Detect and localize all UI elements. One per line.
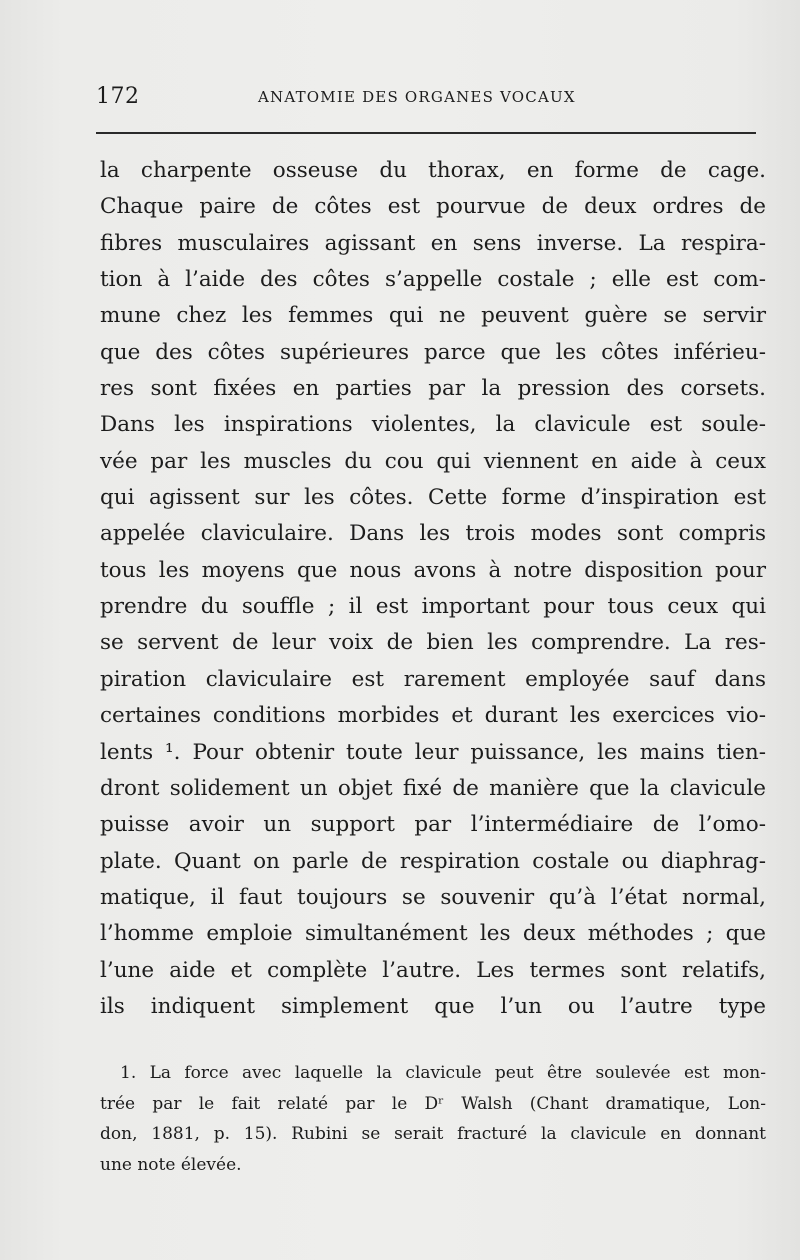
body-text [100,153,766,1025]
text-line: mune chez les femmes qui ne peuvent guère se servir [100,303,766,329]
text-line: tous les moyens que nous avons à notre disposition pour [100,557,766,583]
text-line: que des côtes supérieures parce que les côtes inférieu- [100,339,766,365]
text-line: lents ¹. Pour obtenir toute leur puissance, les mains tien- [100,739,766,765]
text-line: dront solidement un objet fixé de manière que la clavicule [100,775,766,801]
text-line: la charpente osseuse du thorax, en forme de cage. [100,158,766,183]
text-line: l’une aide et complète l’autre. Les termes sont relatifs, [100,957,766,983]
text-line: ils indiquent simplement que l’un ou l’autre type [100,993,766,1019]
text-line: fibres musculaires agissant en sens inverse. La respira- [100,230,766,256]
text-line: appelée claviculaire. Dans les trois modes sont compris [100,521,766,547]
text-line: piration claviculaire est rarement employée sauf dans [100,666,766,692]
text-line: puisse avoir un support par l’intermédiaire de l’omo- [100,812,766,838]
text-line: res sont fixées en parties par la pression des corsets. [100,376,766,402]
page-number: 172 [96,84,140,109]
text-line: Chaque paire de côtes est pourvue de deux ordres de [100,194,766,220]
text-line: Dans les inspirations violentes, la clavicule est soule- [100,412,766,438]
footnote-line: une note élevée. [100,1154,242,1175]
text-line: plate. Quant on parle de respiration costale ou diaphrag- [100,848,766,874]
header-rule [96,132,756,134]
text-line: vée par les muscles du cou qui viennent en aide à ceux [100,448,766,474]
footnote-line: trée par le fait relaté par le Dʳ Walsh (Chant dramatique, Lon- [100,1093,766,1114]
text-line: l’homme emploie simultanément les deux méthodes ; que [100,921,766,947]
text-line: qui agissent sur les côtes. Cette forme d’inspiration est [100,485,766,511]
footnote-line: don, 1881, p. 15). Rubini se serait fracturé la clavicule en donnant [100,1124,766,1144]
text-line: prendre du souffle ; il est important pour tous ceux qui [100,594,766,620]
footnotes [100,1058,766,1180]
text-line: certaines conditions morbides et durant les exercices vio- [100,703,766,729]
page-header [96,84,768,118]
text-line: se servent de leur voix de bien les comprendre. La res- [100,630,766,656]
text-line: matique, il faut toujours se souvenir qu’à l’état normal, [100,884,766,910]
running-head: ANATOMIE DES ORGANES VOCAUX [258,88,576,106]
text-line: tion à l’aide des côtes s’appelle costale ; elle est com- [100,267,766,293]
footnote-line: 1. La force avec laquelle la clavicule peut être soulevée est mon- [120,1063,766,1083]
